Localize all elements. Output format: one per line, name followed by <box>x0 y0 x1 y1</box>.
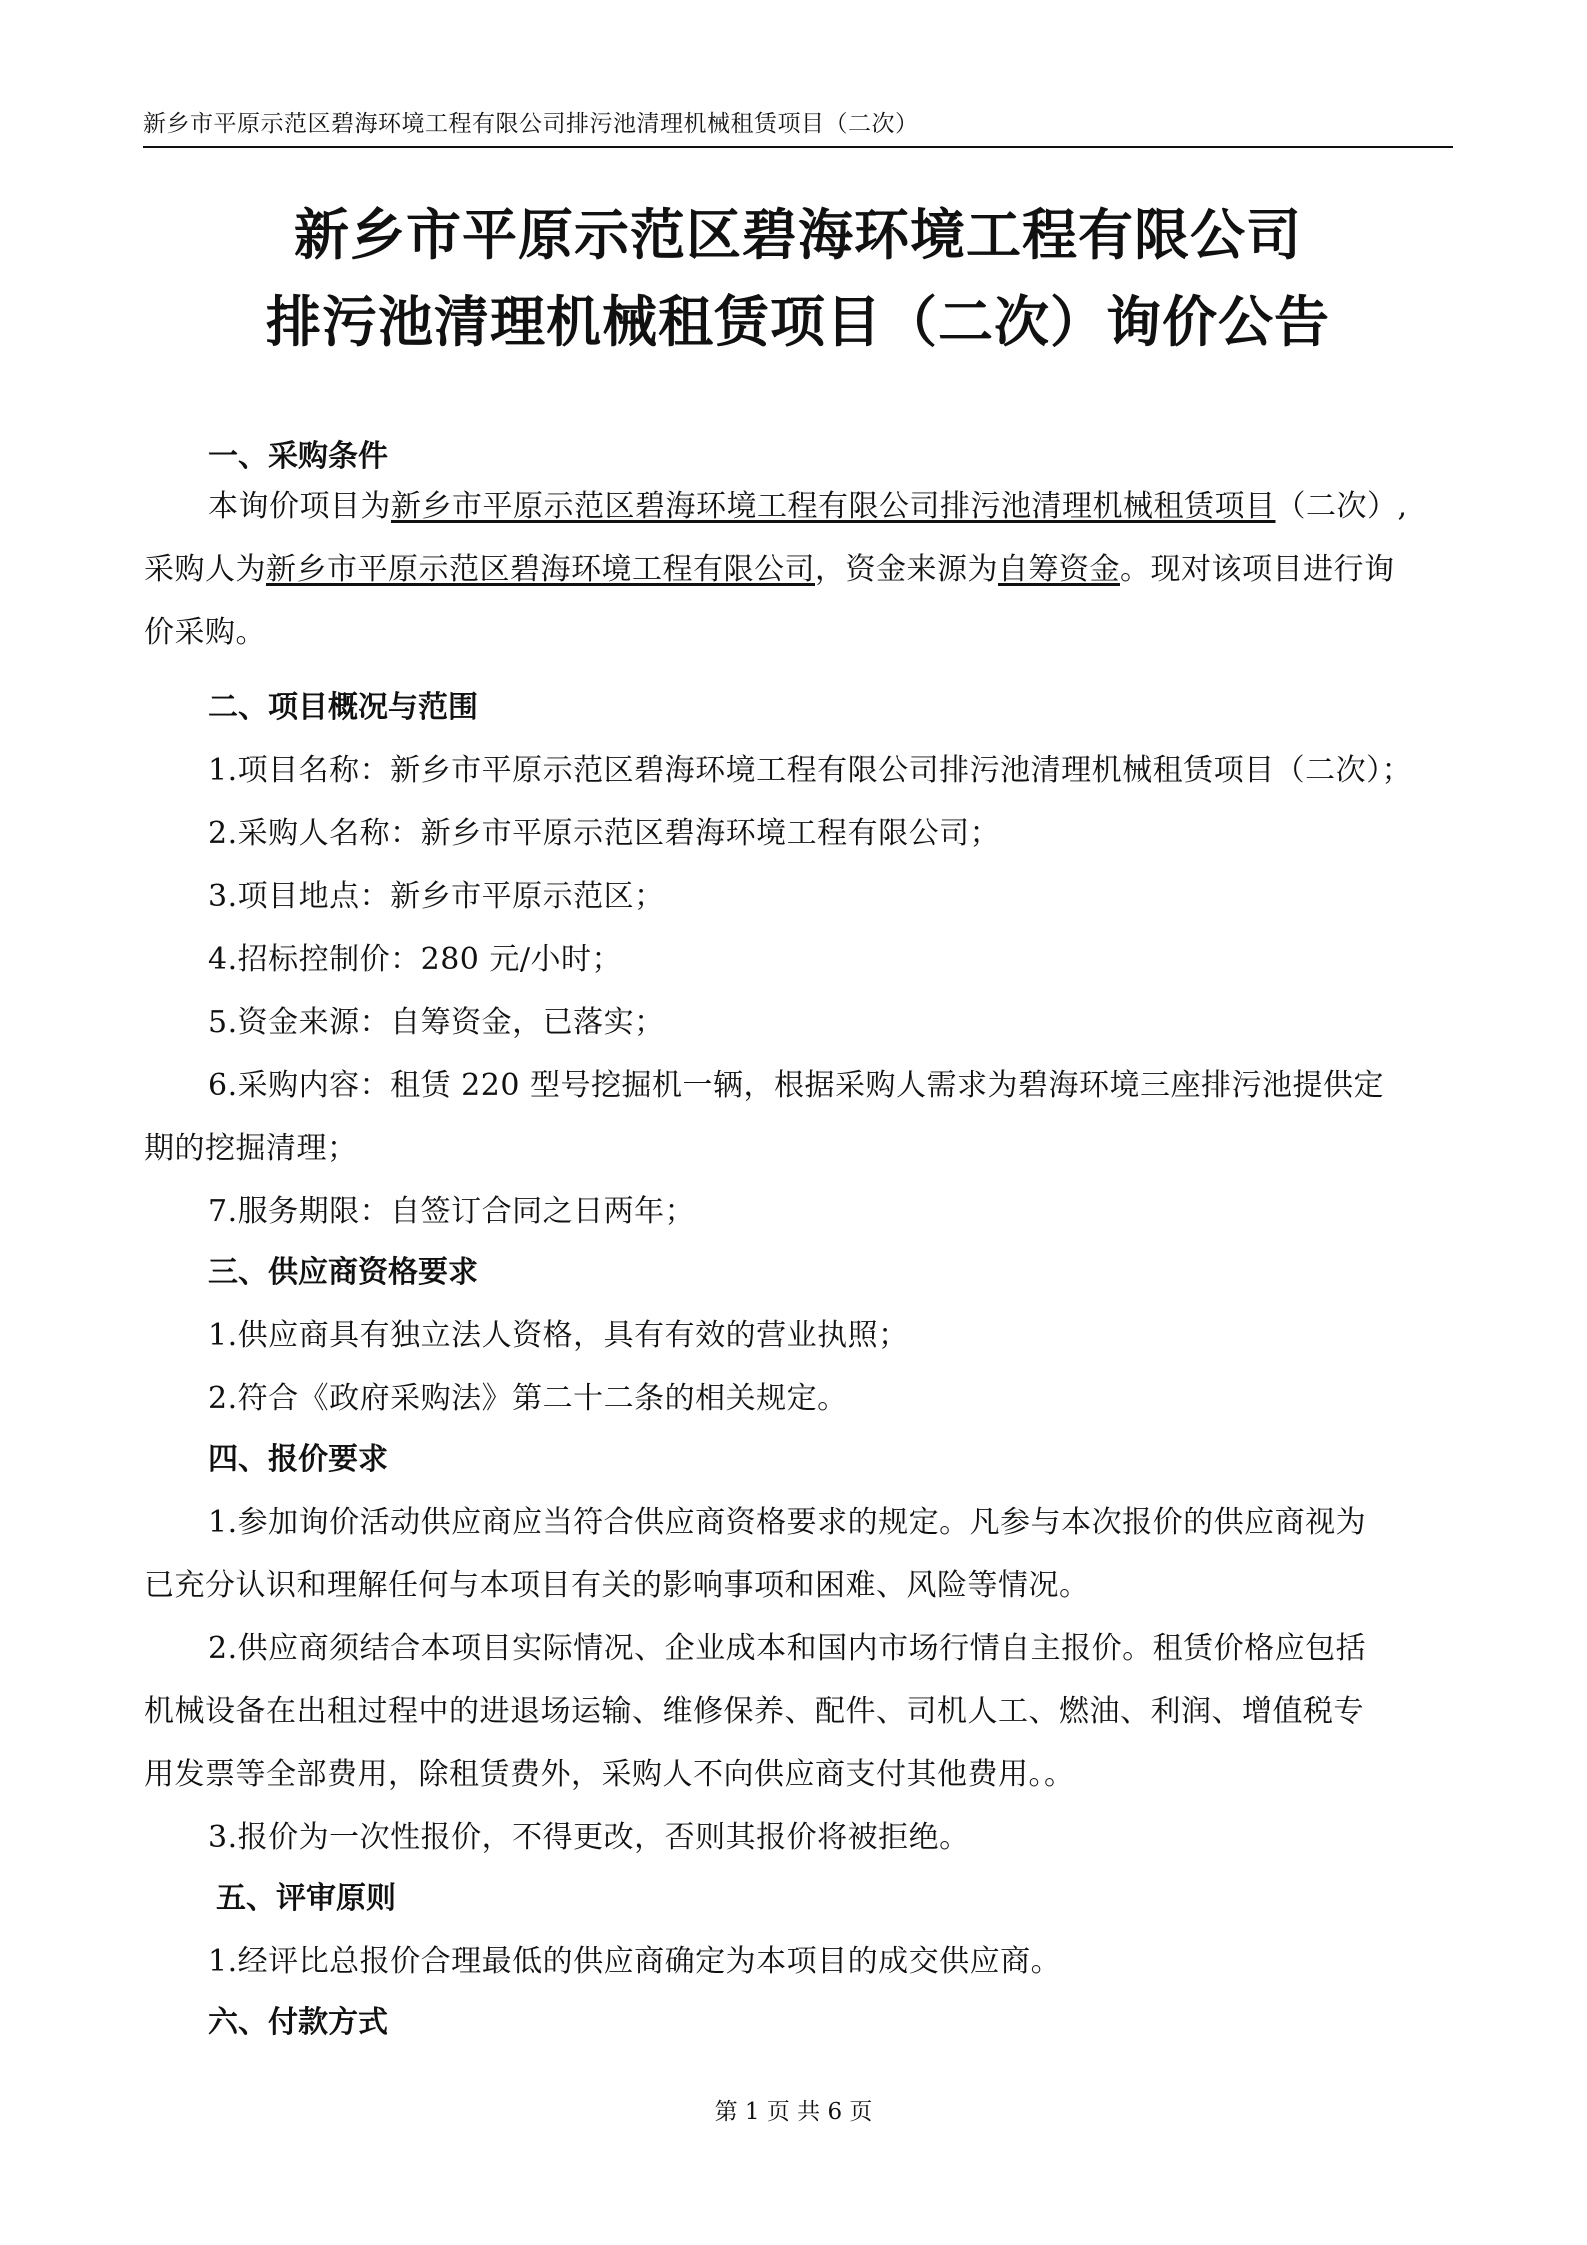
running-header: 新乡市平原示范区碧海环境工程有限公司排污池清理机械租赁项目（二次） <box>143 111 919 137</box>
page-footer: 第 1 页 共 6 页 <box>714 2099 873 2125</box>
s3-item-2: 2.符合《政府采购法》第二十二条的相关规定。 <box>208 1381 848 1416</box>
s2-item-1: 1.项目名称：新乡市平原示范区碧海环境工程有限公司排污池清理机械租赁项目（二次）； <box>208 753 1413 788</box>
header-divider <box>143 146 1453 148</box>
s5-item-1: 1.经评比总报价合理最低的供应商确定为本项目的成交供应商。 <box>208 1944 1062 1979</box>
doc-title-line-2: 排污池清理机械租赁项目（二次）询价公告 <box>265 290 1330 354</box>
s2-item-5: 5.资金来源：自筹资金，已落实； <box>208 1005 665 1040</box>
doc-title-line-1: 新乡市平原示范区碧海环境工程有限公司 <box>293 203 1302 267</box>
s1-text: 采购人为 <box>144 552 266 587</box>
s4-item-2-cont-2: 用发票等全部费用，除租赁费外，采购人不向供应商支付其他费用。。 <box>144 1757 1075 1792</box>
s1-text: 。现对该项目进行询 <box>1120 552 1395 587</box>
section-5-heading: 五、评审原则 <box>216 1881 396 1916</box>
s1-text: （二次）, <box>1275 489 1408 524</box>
section-3-heading: 三、供应商资格要求 <box>208 1255 478 1290</box>
s2-item-3: 3.项目地点：新乡市平原示范区； <box>208 879 665 914</box>
s2-item-4: 4.招标控制价：280 元/小时； <box>208 942 623 977</box>
s4-item-1: 1.参加询价活动供应商应当符合供应商资格要求的规定。凡参与本次报价的供应商视为 <box>208 1505 1367 1540</box>
s2-item-7: 7.服务期限：自签订合同之日两年； <box>208 1194 696 1229</box>
section-2-heading: 二、项目概况与范围 <box>208 690 478 725</box>
s2-item-6: 6.采购内容：租赁 220 型号挖掘机一辆，根据采购人需求为碧海环境三座排污池提供定 <box>208 1068 1384 1103</box>
s2-item-6-cont: 期的挖掘清理； <box>144 1131 358 1166</box>
purchaser-underlined: 新乡市平原示范区碧海环境工程有限公司 <box>266 552 815 587</box>
s1-para-line-2 <box>144 550 1395 590</box>
s3-item-1: 1.供应商具有独立法人资格，具有有效的营业执照； <box>208 1318 909 1353</box>
s1-para-line-1 <box>208 487 1444 527</box>
s2-item-2: 2.采购人名称：新乡市平原示范区碧海环境工程有限公司； <box>208 816 1001 851</box>
project-name-underlined: 新乡市平原示范区碧海环境工程有限公司排污池清理机械租赁项目 <box>391 489 1276 524</box>
s1-text: 本询价项目为 <box>208 489 391 524</box>
section-4-heading: 四、报价要求 <box>208 1442 388 1477</box>
s4-item-1-cont: 已充分认识和理解任何与本项目有关的影响事项和困难、风险等情况。 <box>144 1568 1090 1603</box>
section-6-heading: 六、付款方式 <box>208 2005 388 2040</box>
section-1-heading: 一、采购条件 <box>208 439 388 474</box>
s4-item-2-cont-1: 机械设备在出租过程中的进退场运输、维修保养、配件、司机人工、燃油、利润、增值税专 <box>144 1694 1364 1729</box>
s1-para-line-3: 价采购。 <box>144 615 266 650</box>
s4-item-2: 2.供应商须结合本项目实际情况、企业成本和国内市场行情自主报价。租赁价格应包括 <box>208 1631 1367 1666</box>
s1-text: ，资金来源为 <box>815 552 998 587</box>
s4-item-3: 3.报价为一次性报价，不得更改，否则其报价将被拒绝。 <box>208 1820 970 1855</box>
funding-underlined: 自筹资金 <box>998 552 1120 587</box>
